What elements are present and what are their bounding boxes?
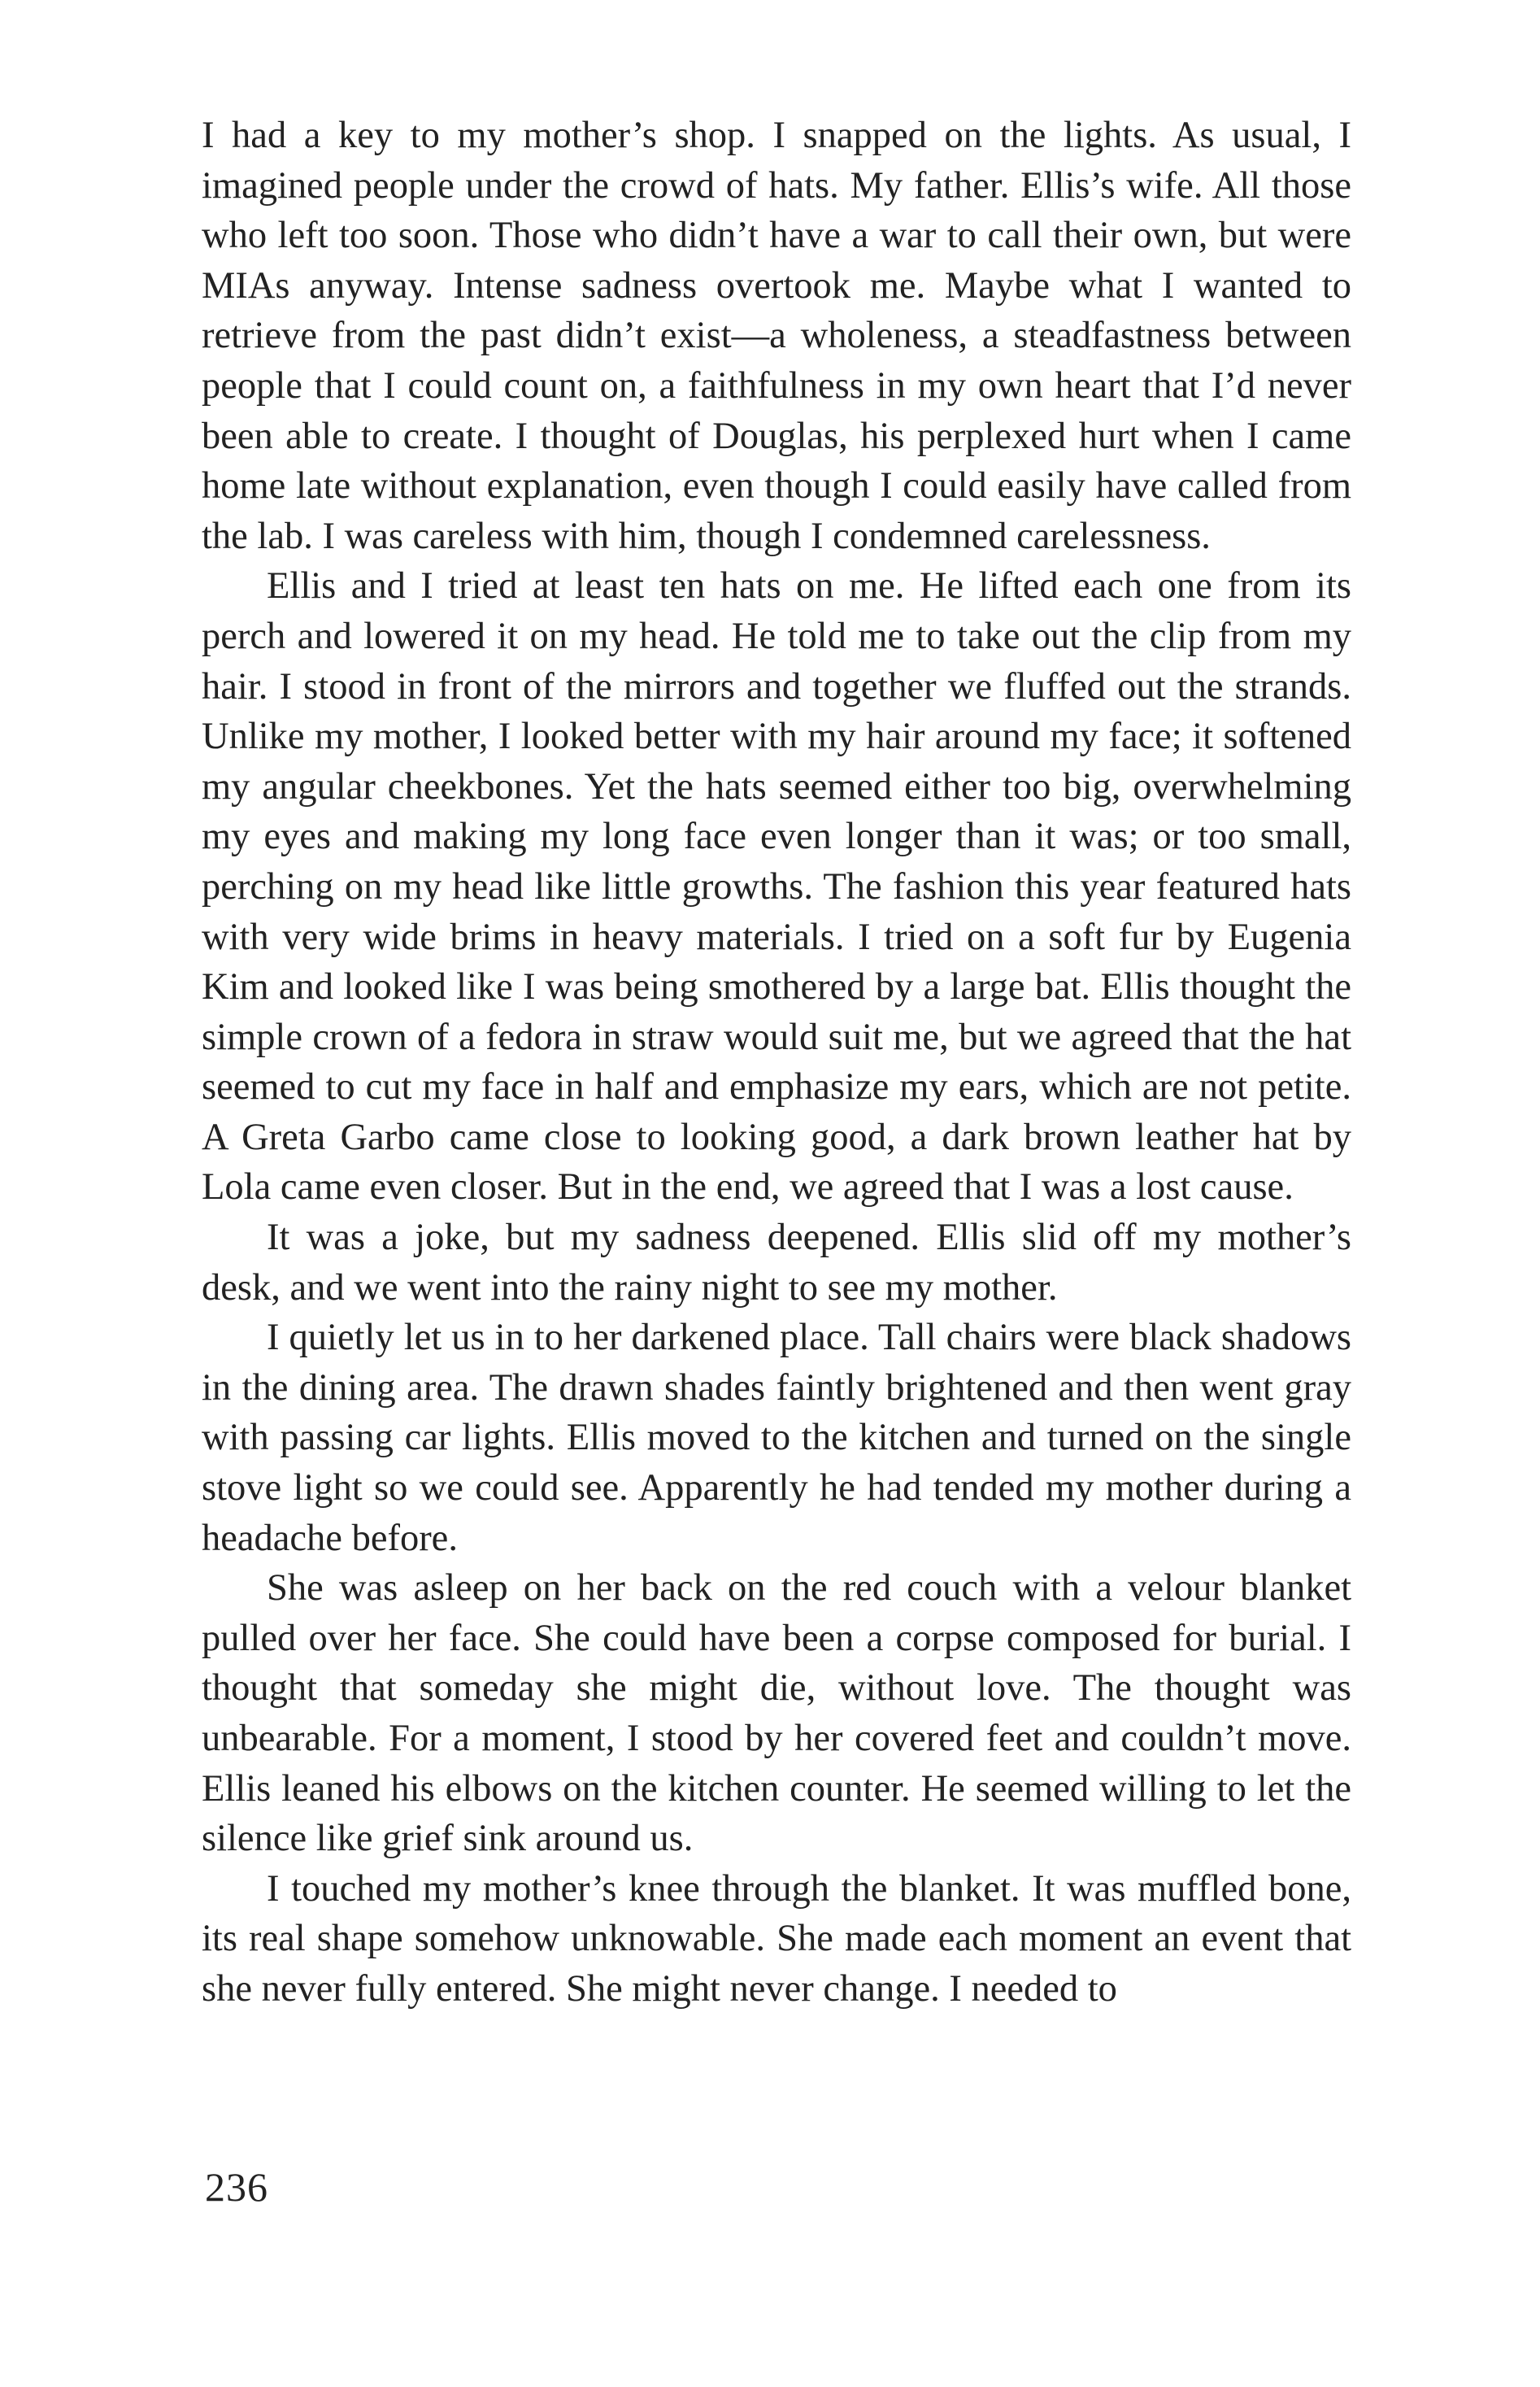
paragraph-4: I quietly let us in to her darkened place. Tall chairs were black shadows in the dining area. The drawn shades faintly brightened and then went gray with passing car lights. Ellis moved to the kitchen and turned on the single stove light so we could see. Apparently he had tended my mother during a headache before. bbox=[202, 1317, 1351, 1559]
paragraph-2: Ellis and I tried at least ten hats on me. He lifted each one from its perch and lowered it on my head. He told me to take out the clip from my hair. I stood in front of the mirrors and together we fluffed out the strands. Unlike my mother, I looked better with my hair around my face; it softened my angular cheekbones. Yet the hats seemed either too big, overwhelming my eyes and making my long face even longer than it was; or too small, perching on my head like little growths. The fashion this year featured hats with very wide brims in heavy materials. I tried on a soft fur by Eugenia Kim and looked like I was being smothered by a large bat. Ellis thought the simple crown of a fedora in straw would suit me, but we agreed that the hat seemed to cut my face in half and emphasize my ears, which are not petite. A Greta Garbo came close to looking good, a dark brown leather hat by Lola came even closer. But in the end, we agreed that I was a lost cause. bbox=[202, 565, 1351, 1209]
paragraph-1: I had a key to my mother’s shop. I snapped on the lights. As usual, I imagined people under the crowd of hats. My father. Ellis’s wife. All those who left too soon. Those who didn’t have a war to call their own, but were MIAs anyway. Intense sadness overtook me. Maybe what I wanted to retrieve from the past didn’t exist—a wholeness, a steadfastness between people that I could count on, a faithfulness in my own heart that I’d never been able to create. I thought of Douglas, his perplexed hurt when I came home late without explanation, even though I could easily have called from the lab. I was careless with him, though I condemned carelessness. bbox=[202, 115, 1351, 557]
page-number: 236 bbox=[205, 2164, 268, 2210]
body-text bbox=[202, 111, 1351, 2015]
paragraph-5: She was asleep on her back on the red couch with a velour blanket pulled over her face. She could have been a corpse composed for burial. I thought that someday she might die, without love. The thought was unbearable. For a moment, I stood by her covered feet and couldn’t move. Ellis leaned his elbows on the kitchen counter. He seemed willing to let the silence like grief sink around us. bbox=[202, 1567, 1351, 1860]
paragraph-3: It was a joke, but my sadness deepened. Ellis slid off my mother’s desk, and we went into the rainy night to see my mother. bbox=[202, 1217, 1351, 1309]
paragraph-6: I touched my mother’s knee through the blanket. It was muffled bone, its real shape somehow unknowable. She made each moment an event that she never fully entered. She might never change. I needed to bbox=[202, 1867, 1351, 2010]
